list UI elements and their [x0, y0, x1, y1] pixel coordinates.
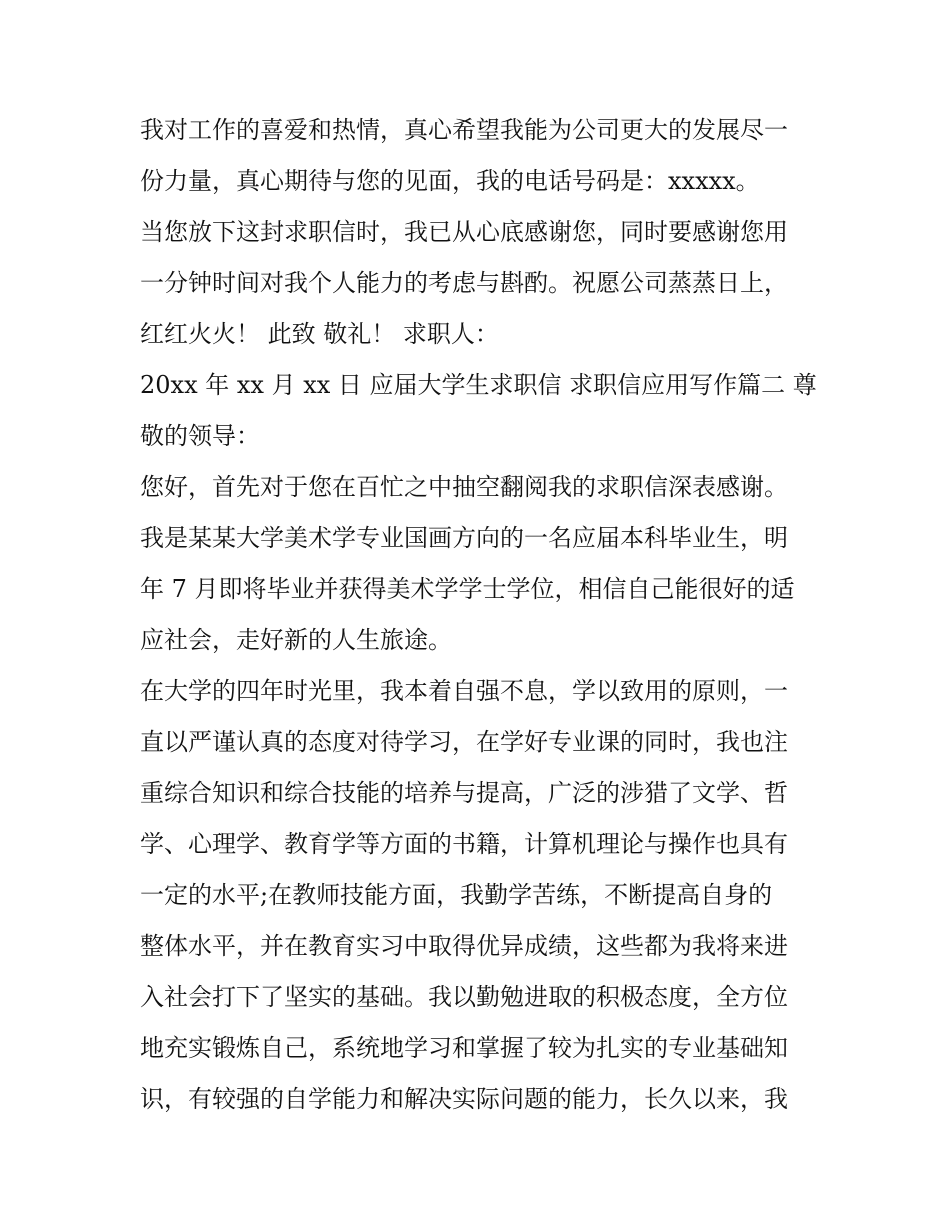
text-line: 入社会打下了坚实的基础。我以勤勉进取的积极态度，全方位 — [140, 983, 788, 1011]
text-line: 学、心理学、教育学等方面的书籍，计算机理论与操作也具有 — [140, 830, 788, 858]
letter-body — [140, 105, 820, 1125]
text-line: 应社会，走好新的人生旅途。 — [140, 626, 452, 654]
text-line: 一分钟时间对我个人能力的考虑与斟酌。祝愿公司蒸蒸日上， — [140, 269, 788, 297]
text-line: 在大学的四年时光里，我本着自强不息，学以致用的原则，一 — [140, 677, 788, 705]
text-line: 直以严谨认真的态度对待学习，在学好专业课的同时，我也注 — [140, 728, 788, 756]
text-line: 整体水平，并在教育实习中取得优异成绩，这些都为我将来进 — [140, 932, 788, 960]
text-line: 红红火火！ 此致 敬礼！ 求职人： — [140, 320, 499, 348]
text-line: 地充实锻炼自己，系统地学习和掌握了较为扎实的专业基础知 — [140, 1034, 788, 1062]
text-line: 一定的水平;在教师技能方面，我勤学苦练，不断提高自身的 — [140, 881, 773, 909]
text-line: 识，有较强的自学能力和解决实际问题的能力，长久以来，我 — [140, 1085, 788, 1113]
text-line: 重综合知识和综合技能的培养与提高，广泛的涉猎了文学、哲 — [140, 779, 788, 807]
text-line: 您好，首先对于您在百忙之中抽空翻阅我的求职信深表感谢。 — [140, 473, 788, 501]
text-line: 年 7 月即将毕业并获得美术学学士学位，相信自己能很好的适 — [140, 575, 795, 603]
text-line: 份力量，真心期待与您的见面，我的电话号码是：xxxxx。 — [140, 167, 760, 195]
text-line: 我对工作的喜爱和热情，真心希望我能为公司更大的发展尽一 — [140, 116, 788, 144]
text-line: 敬的领导： — [140, 422, 260, 450]
text-line: 我是某某大学美术学专业国画方向的一名应届本科毕业生，明 — [140, 524, 788, 552]
text-line: 20xx 年 xx 月 xx 日 应届大学生求职信 求职信应用写作篇二 尊 — [140, 371, 817, 399]
text-line: 当您放下这封求职信时，我已从心底感谢您，同时要感谢您用 — [140, 218, 788, 246]
